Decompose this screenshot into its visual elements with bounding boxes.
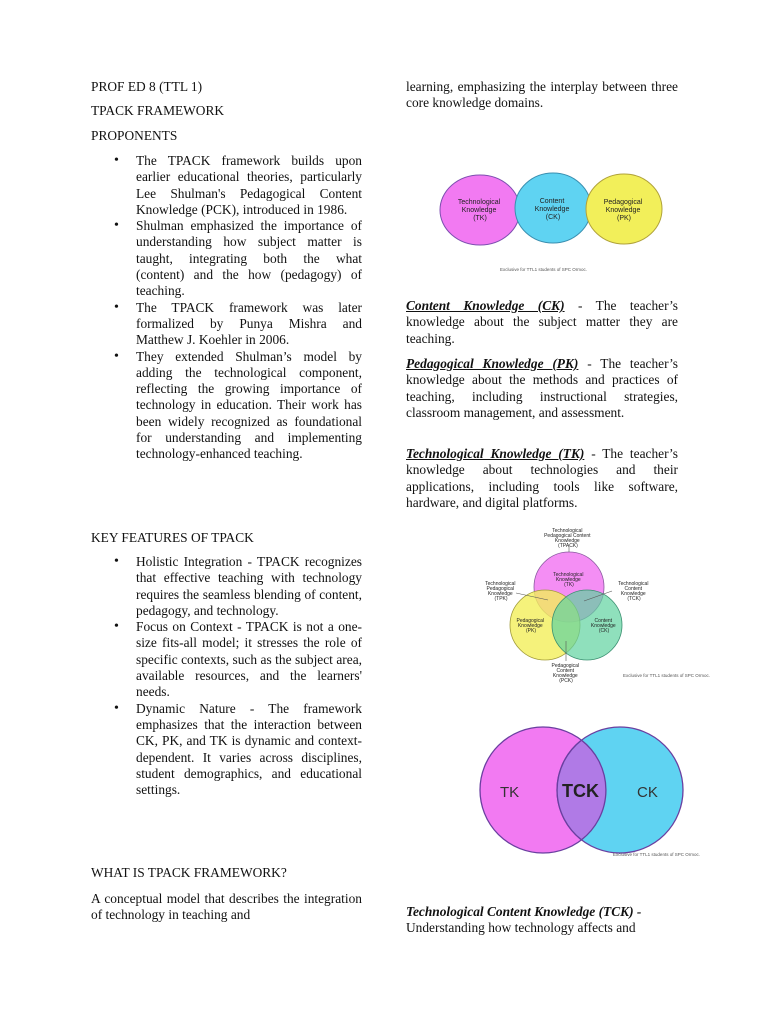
key-features-heading: KEY FEATURES OF TPACK (91, 530, 254, 545)
tck-term: Technological Content Knowledge (TCK) - (406, 904, 642, 919)
tk-definition (406, 446, 678, 511)
list-item: • They extended Shulman’s model by adding the technological component, reflecting the growing importance of technology in education. Their work has been widely recognized as foundational for understanding and implementing technology-enhanced teaching. (136, 349, 362, 463)
list-item: • Dynamic Nature - The framework emphasizes that the interaction between CK, PK, and TK is dynamic and context-dependent. It varies across disciplines, student demographics, and educational settings. (136, 701, 362, 799)
what-is-text: A conceptual model that describes the integration of technology in teaching and (91, 891, 362, 923)
ck-description: - The teacher’s knowledge about the subject matter they are teaching. (406, 298, 679, 346)
figure-caption: Exclusive for TTL1 students of SPC Ormoc. (623, 673, 710, 678)
tk-description: - The teacher’s knowledge about technologies and their applications, including tools like software, hardware, and digital platforms. (406, 446, 678, 510)
tpack-label: Technological Pedagogical Content Knowledge (TPACK) (544, 528, 591, 549)
tk-term: Technological Knowledge (TK) (406, 446, 585, 461)
tk-label: Technological Knowledge (TK) (553, 572, 584, 588)
proponents-heading: PROPONENTS (91, 128, 178, 143)
pk-label: Pedagogical Knowledge (PK) (603, 199, 643, 222)
ck-label: CK (637, 784, 658, 801)
course-code: PROF ED 8 (TTL 1) (91, 79, 203, 94)
tk-label: Technological Knowledge (TK) (457, 199, 501, 222)
three-domains-figure (430, 168, 664, 278)
pk-label: Pedagogical Knowledge (PK) (516, 618, 545, 634)
tck-label: Technological Content Knowledge (TCK) (618, 581, 649, 602)
ck-label: Content Knowledge (CK) (590, 618, 616, 634)
pck-label: Pedagogical Content Knowledge (PCK) (551, 663, 580, 684)
tk-label: TK (500, 784, 520, 801)
ck-label: Content Knowledge (CK) (534, 198, 570, 221)
pk-term: Pedagogical Knowledge (PK) (406, 356, 579, 371)
tck-description: Understanding how technology affects and (406, 920, 636, 935)
document-title: TPACK FRAMEWORK (91, 103, 225, 118)
ck-definition (406, 298, 678, 347)
continuation-text: learning, emphasizing the interplay between three core knowledge domains. (406, 79, 678, 111)
tck-definition (406, 904, 678, 920)
list-item: • Shulman emphasized the importance of understanding how subject matter is taught, integrating both the what (content) and the how (pedagogy) of teaching. (136, 218, 362, 299)
list-item: • Holistic Integration - TPACK recognizes that effective teaching with technology requires the seamless blending of content, pedagogy, and technology. (136, 554, 362, 619)
list-item: • The TPACK framework was later formalized by Punya Mishra and Matthew J. Koehler in 2006. (136, 300, 362, 349)
tpack-venn-figure (476, 527, 736, 687)
what-is-heading: WHAT IS TPACK FRAMEWORK? (91, 865, 287, 880)
key-features-list (91, 554, 362, 798)
tck-venn-figure (458, 725, 708, 863)
figure-caption: Exclusive for TTL1 students of SPC Ormoc. (500, 267, 587, 272)
proponents-list (91, 153, 362, 463)
list-item: • The TPACK framework builds upon earlier educational theories, particularly Lee Shulman's Pedagogical Content Knowledge (PCK), introduced in 1986. (136, 153, 362, 218)
pk-description: - The teacher’s knowledge about the methods and practices of teaching, including instructional strategies, classroom management, and assessment. (406, 356, 678, 420)
tpk-label: Technological Pedagogical Knowledge (TPK) (485, 581, 516, 602)
figure-caption: Exclusive for TTL1 students of SPC Ormoc. (613, 852, 700, 857)
list-item: • Focus on Context - TPACK is not a one-size fits-all model; it stresses the role of specific contexts, such as the subject area, available resources, and the learners' needs. (136, 619, 362, 700)
ck-term: Content Knowledge (CK) (406, 298, 565, 313)
tck-label: TCK (562, 781, 599, 801)
pk-definition (406, 356, 678, 421)
